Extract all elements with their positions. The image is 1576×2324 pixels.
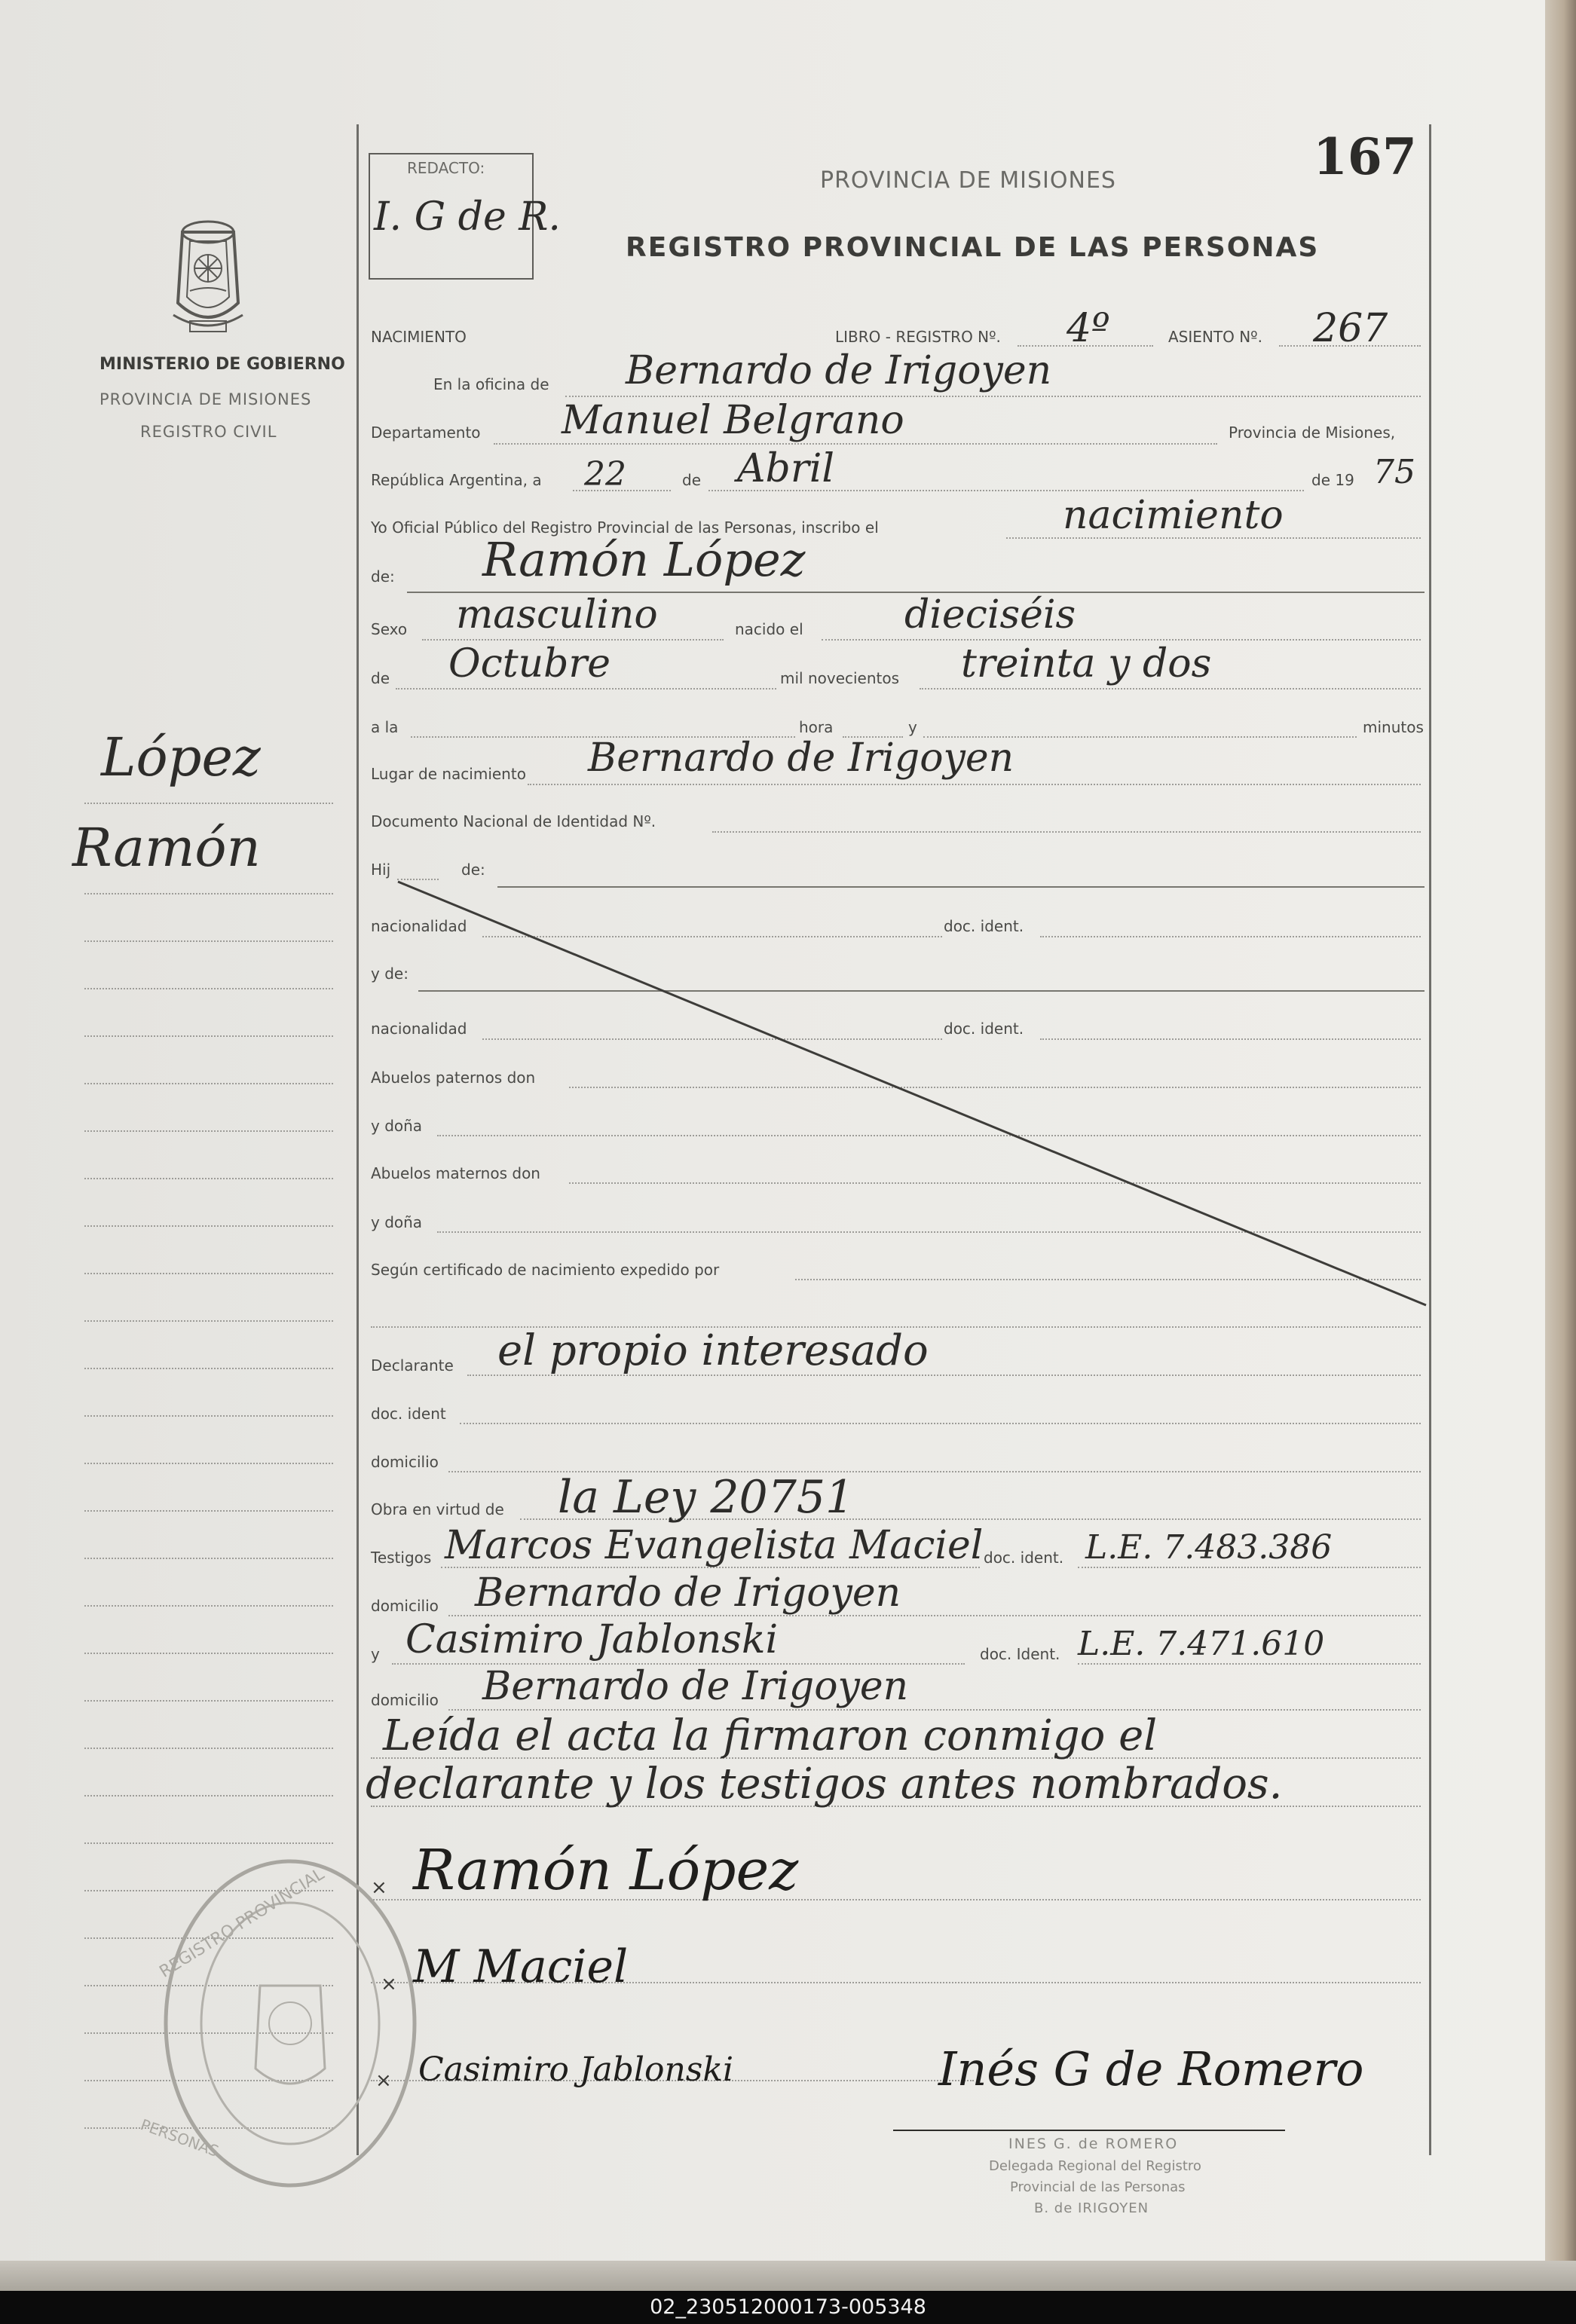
sign-mark-3: × [375,2069,392,2092]
sign-mark-1: × [371,1876,387,1899]
hij-de-label: de: [461,861,485,879]
hora-label: hora [799,718,834,736]
margin-name: Ramón [72,817,261,879]
de-label: de [682,471,701,489]
nacionalidad1-label: nacionalidad [371,917,467,935]
page-bottom-strip [0,2261,1576,2291]
testigo1-value: Marcos Evangelista Maciel [445,1523,984,1568]
record-type-label: NACIMIENTO [371,328,467,346]
redacto-label: REDACTO: [407,159,485,177]
testigo2-value: Casimiro Jablonski [405,1617,779,1662]
abuelos-mat-label: Abuelos maternos don [371,1164,540,1182]
sexo-label: Sexo [371,620,408,638]
obra-value: la Ley 20751 [558,1471,855,1524]
sidebar-province: PROVINCIA DE MISIONES [99,390,312,408]
cancellation-line [392,874,1432,1311]
yo-oficial-label: Yo Oficial Público del Registro Provincial de las Personas, inscribo el [371,518,879,537]
sidebar-office: REGISTRO CIVIL [140,423,277,441]
ydona1-label: y doña [371,1117,423,1135]
docident2-label: doc. ident. [944,1020,1024,1038]
mil-label: mil novecientos [780,669,900,687]
de-mes-label: de [371,669,390,687]
signature-testigo1: M Maciel [413,1940,629,1993]
minutos-label: minutos [1363,718,1424,736]
lugar-value: Bernardo de Irigoyen [588,735,1014,781]
domicilio-decl-label: domicilio [371,1453,439,1471]
domicilio1-label: domicilio [371,1597,439,1615]
redacto-value: I. G de R. [374,194,561,240]
ministry-title: MINISTERIO DE GOBIERNO [99,355,345,374]
sign-mark-2: × [381,1973,397,1995]
registry-seal [138,1850,448,2204]
coat-of-arms-icon [160,219,256,339]
yde-label: y de: [371,965,409,983]
testigo2-doc-label: doc. Ident. [980,1645,1060,1663]
testigo2-doc-value: L.E. 7.471.610 [1078,1625,1325,1663]
inscribo-value: nacimiento [1063,493,1284,538]
docident-decl-label: doc. ident [371,1405,446,1423]
closing-line-2: declarante y los testigos antes nombrados. [366,1760,1283,1809]
dia-value: 22 [584,455,626,494]
lugar-label: Lugar de nacimiento [371,765,526,783]
mes-value: Abril [737,446,834,491]
nacido-label: nacido el [735,620,803,638]
departamento-value: Manuel Belgrano [562,398,904,443]
signature-testigo2: Casimiro Jablonski [418,2050,734,2089]
declarante-label: Declarante [371,1356,454,1375]
segun-label: Según certificado de nacimiento expedido por [371,1261,720,1279]
svg-text:REGISTRO PROVINCIAL: REGISTRO PROVINCIAL [156,1864,328,1982]
ala-label: a la [371,718,399,736]
image-filename-caption: 02_230512000173-005348 [0,2291,1576,2324]
hij-label: Hij [371,861,391,879]
ydona2-label: y doña [371,1213,423,1231]
oficina-label: En la oficina de [433,375,549,393]
stamp-line-3: Provincial de las Personas [1010,2179,1186,2195]
testigo1-doc-label: doc. ident. [984,1549,1064,1567]
stamp-line-2: Delegada Regional del Registro [989,2158,1201,2174]
anio-value: 75 [1373,453,1415,491]
nacionalidad2-label: nacionalidad [371,1020,467,1038]
nacido-value: dieciséis [904,592,1076,638]
domicilio2-label: domicilio [371,1691,439,1709]
libro-label: LIBRO - REGISTRO Nº. [835,328,1001,346]
sexo-value: masculino [456,592,658,638]
docident1-label: doc. ident. [944,917,1024,935]
book-edge [1545,0,1576,2261]
signature-oficial: Inés G de Romero [938,2041,1364,2096]
closing-line-1: Leída el acta la firmaron conmigo el [383,1711,1158,1760]
provincia-label: Provincia de Misiones, [1229,424,1396,442]
y-testigo-label: y [371,1645,380,1663]
testigo1-doc-value: L.E. 7.483.386 [1085,1528,1333,1567]
domicilio2-value: Bernardo de Irigoyen [482,1664,909,1709]
republica-label: República Argentina, a [371,471,542,489]
asiento-value: 267 [1313,306,1388,351]
nacido-mes-value: Octubre [448,641,611,686]
abuelos-pat-label: Abuelos paternos don [371,1069,536,1087]
header-registry-title: REGISTRO PROVINCIAL DE LAS PERSONAS [626,232,1320,263]
header-province: PROVINCIA DE MISIONES [820,167,1116,194]
anio-prefix: de 19 [1311,471,1354,489]
documento-label: Documento Nacional de Identidad Nº. [371,812,656,830]
declarante-value: el propio interesado [497,1326,929,1375]
de-person-label: de: [371,567,395,586]
obra-label: Obra en virtud de [371,1500,504,1518]
stamp-line-4: B. de IRIGOYEN [1034,2200,1149,2216]
testigos-label: Testigos [371,1549,432,1567]
libro-value: 4º [1066,306,1110,351]
persona-value: Ramón López [482,532,806,587]
svg-text:PERSONAS: PERSONAS [138,2115,222,2160]
margin-surname: López [101,726,261,788]
oficina-value: Bernardo de Irigoyen [626,348,1052,393]
page-number: 167 [1313,127,1417,186]
stamp-line-1: INES G. de ROMERO [1008,2136,1179,2152]
y-label: y [908,718,917,736]
departamento-label: Departamento [371,424,481,442]
anio-nac-value: treinta y dos [961,641,1212,686]
asiento-label: ASIENTO Nº. [1168,328,1262,346]
domicilio1-value: Bernardo de Irigoyen [475,1570,901,1616]
signature-declarante: Ramón López [413,1838,799,1903]
